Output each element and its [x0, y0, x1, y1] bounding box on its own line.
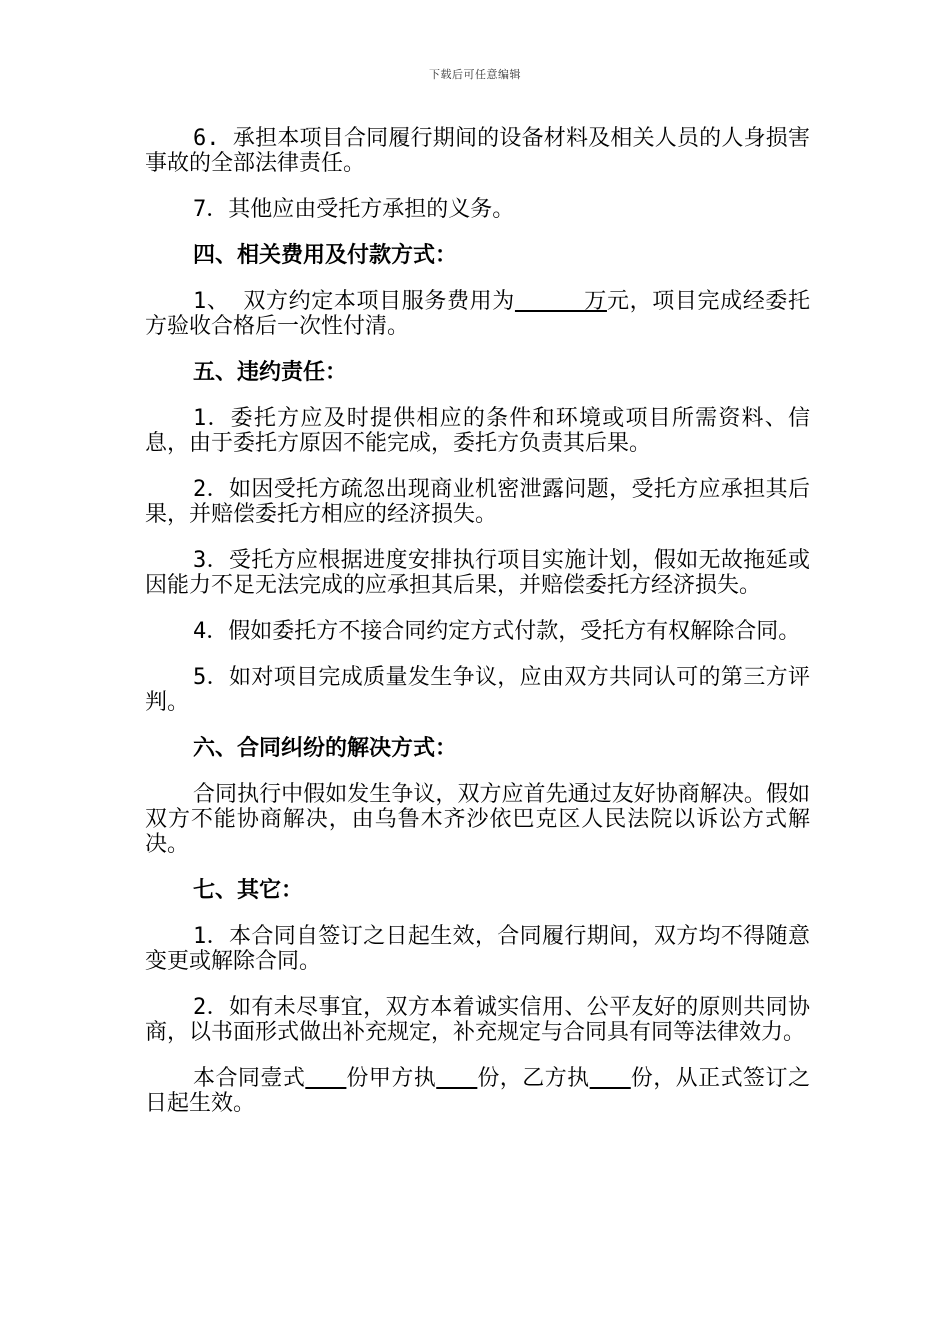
liability-clause-2: 2．如因受托方疏忽出现商业机密泄露问题，受托方应承担其后果，并赔偿委托方相应的经济损失。 [145, 477, 810, 527]
fee-clause [145, 289, 810, 339]
liability-clause-1: 1．委托方应及时提供相应的条件和环境或项目所需资料、信息，由于委托方原因不能完成，委托方负责其后果。 [145, 406, 810, 456]
liability-clause-5: 5．如对项目完成质量发生争议，应由双方共同认可的第三方评判。 [145, 665, 810, 715]
copies-text-d: 份，从正式签订之日起生效。 [145, 1066, 810, 1116]
section-heading-other: 七、其它： [193, 878, 304, 903]
page-header: 下载后可任意编辑 [429, 68, 521, 81]
other-clause-1: 1．本合同自签订之日起生效，合同履行期间，双方均不得随意变更或解除合同。 [145, 924, 810, 974]
copies-party-b-blank [590, 1066, 631, 1091]
copies-text-c: 份，乙方执 [477, 1066, 590, 1091]
contract-body [145, 126, 810, 1137]
dispute-clause: 合同执行中假如发生争议，双方应首先通过友好协商解决。假如双方不能协商解决，由乌鲁木齐沙依巴克区人民法院以诉讼方式解决。 [145, 782, 810, 857]
section-heading-disputes: 六、合同纠纷的解决方式： [193, 736, 458, 761]
section-heading-liability: 五、违约责任： [193, 360, 348, 385]
copies-clause [145, 1066, 810, 1116]
copies-total-blank [305, 1066, 346, 1091]
liability-clause-3: 3．受托方应根据进度安排执行项目实施计划，假如无故拖延或因能力不足无法完成的应承担其后果，并赔偿委托方经济损失。 [145, 548, 810, 598]
copies-text-b: 份甲方执 [346, 1066, 437, 1091]
fee-clause-text-b: 元，项目完成经委托方验收合格后一次性付清。 [145, 289, 810, 339]
fee-amount-blank: 万 [514, 289, 607, 314]
copies-text-a: 本合同壹式 [193, 1066, 306, 1091]
section-heading-fees: 四、相关费用及付款方式： [193, 243, 458, 268]
clause-6: 6. 承担本项目合同履行期间的设备材料及相关人员的人身损害事故的全部法律责任。 [145, 126, 810, 176]
fee-clause-text-a: 1、 双方约定本项目服务费用为 [193, 289, 515, 314]
liability-clause-4: 4．假如委托方不接合同约定方式付款，受托方有权解除合同。 [193, 619, 801, 644]
clause-7: 7．其他应由受托方承担的义务。 [193, 197, 515, 222]
other-clause-2: 2．如有未尽事宜，双方本着诚实信用、公平友好的原则共同协商，以书面形式做出补充规定，补充规定与合同具有同等法律效力。 [145, 995, 810, 1045]
copies-party-a-blank [436, 1066, 477, 1091]
